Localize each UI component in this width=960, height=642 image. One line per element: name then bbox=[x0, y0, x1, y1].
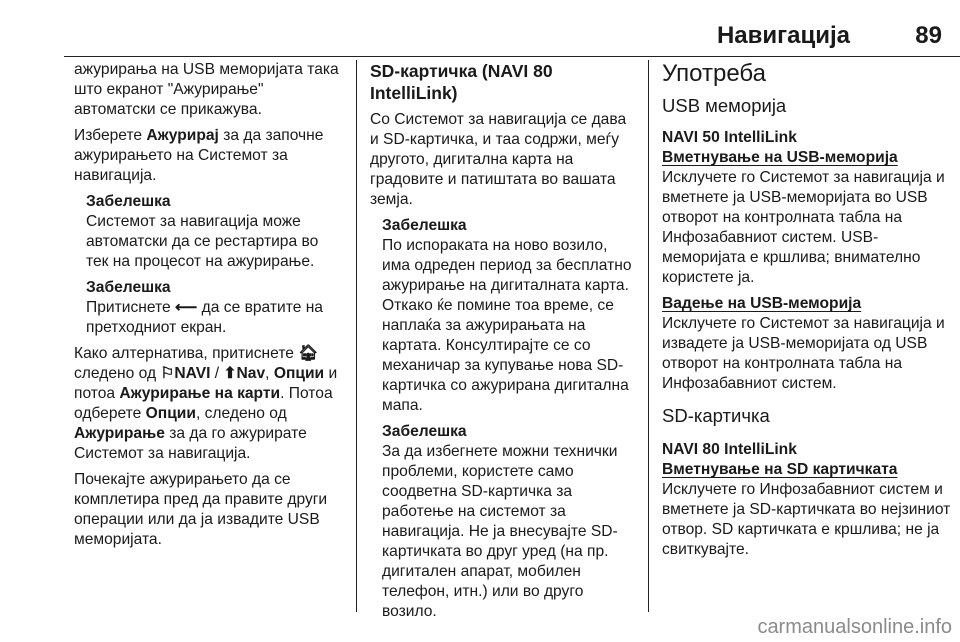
options-label: Опции bbox=[145, 405, 196, 422]
text: следено од bbox=[74, 365, 161, 382]
note-text bbox=[86, 298, 344, 338]
column-2 bbox=[370, 60, 636, 628]
paragraph: Со Системот за навигација се дава и SD-картичка, и таа содржи, меѓу другото, дигитална карта на градовите и патиштата во вашата земја. bbox=[370, 111, 627, 208]
column-divider-1 bbox=[356, 60, 357, 612]
note-heading: Забелешка bbox=[86, 279, 171, 296]
note-heading: Забелешка bbox=[382, 217, 467, 234]
insert-usb-heading bbox=[662, 148, 954, 168]
nav-label: Nav bbox=[236, 365, 266, 382]
section-heading: SD-картичка (NAVI 80 IntelliLink) bbox=[370, 61, 553, 103]
note-text: За да избегнете можни технички проблеми, користете само соодветна SD-картичка за работење на системот за навигација. Не ја внесувајте SD-картичката во друг уред (на пр. дигитален апарат, мобилен телефон, итн.) или во друго возило. bbox=[382, 443, 618, 620]
note bbox=[86, 192, 344, 272]
note bbox=[382, 422, 636, 622]
paragraph bbox=[74, 344, 344, 464]
column-divider-2 bbox=[648, 60, 649, 612]
nav-arrow-icon: ⬆ bbox=[223, 365, 237, 382]
text: / bbox=[210, 365, 224, 382]
insert-sd-heading bbox=[662, 460, 954, 480]
remove-usb-heading bbox=[662, 294, 954, 314]
paragraph: Исклучете го Системот за навигација и вметнете ја USB-меморијата во USB отворот на контролната табла на Инфозабавниот систем. USB-меморијата е кршлива; внимателно користете ја. bbox=[662, 169, 945, 286]
flag-icon: ⚐ bbox=[160, 365, 175, 382]
note bbox=[86, 278, 344, 338]
home-icon: 🏠︎ bbox=[298, 345, 319, 362]
back-arrow-icon: ⟵ bbox=[174, 299, 198, 316]
text: Вметнување на USB-меморија bbox=[662, 149, 898, 166]
model-label: NAVI 80 IntelliLink bbox=[662, 441, 797, 458]
text: Вметнување на SD картичката bbox=[662, 461, 898, 478]
text: Изберете bbox=[74, 127, 147, 144]
paragraph: Почекајте ажурирањето да се комплетира пред да правите други операции или да ја извадите USB меморијата. bbox=[74, 471, 328, 548]
page-number: 89 bbox=[915, 22, 942, 49]
text: Вадење на USB-меморија bbox=[662, 295, 862, 312]
note-heading: Забелешка bbox=[86, 193, 171, 210]
text: , следено од bbox=[195, 405, 287, 422]
text: Притиснете bbox=[86, 299, 175, 316]
update-label: Ажурирање bbox=[74, 425, 165, 442]
text: и потоа bbox=[74, 365, 338, 402]
text: да се вратите на претходниот екран. bbox=[86, 299, 323, 336]
model-label: NAVI 50 IntelliLink bbox=[662, 129, 797, 146]
paragraph: ажурирања на USB меморијата така што екранот "Ажурирање" автоматски се прикажува. bbox=[74, 61, 339, 118]
chapter-heading: Употреба bbox=[662, 60, 766, 87]
text: за да го ажурирате Системот за навигација. bbox=[74, 425, 307, 462]
usb-subheading: USB меморија bbox=[662, 95, 787, 116]
text: . Потоа одберете bbox=[74, 385, 333, 422]
note bbox=[382, 216, 636, 416]
map-update-label: Ажурирање на карти bbox=[119, 385, 281, 402]
page-title: Навигација bbox=[716, 22, 850, 49]
watermark: carmanualsonline.info bbox=[757, 616, 952, 638]
page-header bbox=[64, 0, 960, 57]
paragraph bbox=[74, 126, 344, 186]
column-1 bbox=[74, 60, 344, 556]
paragraph: Исклучете го Системот за навигација и извадете ја USB-меморијата од USB отворот на контролната табла на Инфозабавниот систем. bbox=[662, 315, 945, 392]
note-heading: Забелешка bbox=[382, 423, 467, 440]
column-3 bbox=[662, 60, 954, 566]
note-text: По испораката на ново возило, има одреден период за бесплатно ажурирање на дигиталната карта. Откако ќе помине тоа време, се наплаќа за ажурирањата на картата. Консултирајте се со механичар за купување нова SD-картичка со ажурирана дигитална мапа. bbox=[382, 237, 632, 414]
sd-subheading: SD-картичка bbox=[662, 405, 770, 426]
options-label: Опции bbox=[273, 365, 325, 382]
note-text: Системот за навигација може автоматски да се рестартира во тек на процесот на ажурирање. bbox=[86, 213, 319, 270]
navi-label: NAVI bbox=[174, 365, 211, 382]
text: , bbox=[265, 365, 274, 382]
paragraph: Исклучете го Инфозабавниот систем и вметнете ја SD-картичката во нејзиниот отвор. SD картичката е кршлива; не ја свиткувајте. bbox=[662, 481, 951, 558]
text: Како алтернатива, притиснете bbox=[74, 345, 299, 362]
update-label: Ажурирај bbox=[146, 127, 219, 144]
text: за да започне ажурирањето на Системот за навигација. bbox=[74, 127, 324, 184]
